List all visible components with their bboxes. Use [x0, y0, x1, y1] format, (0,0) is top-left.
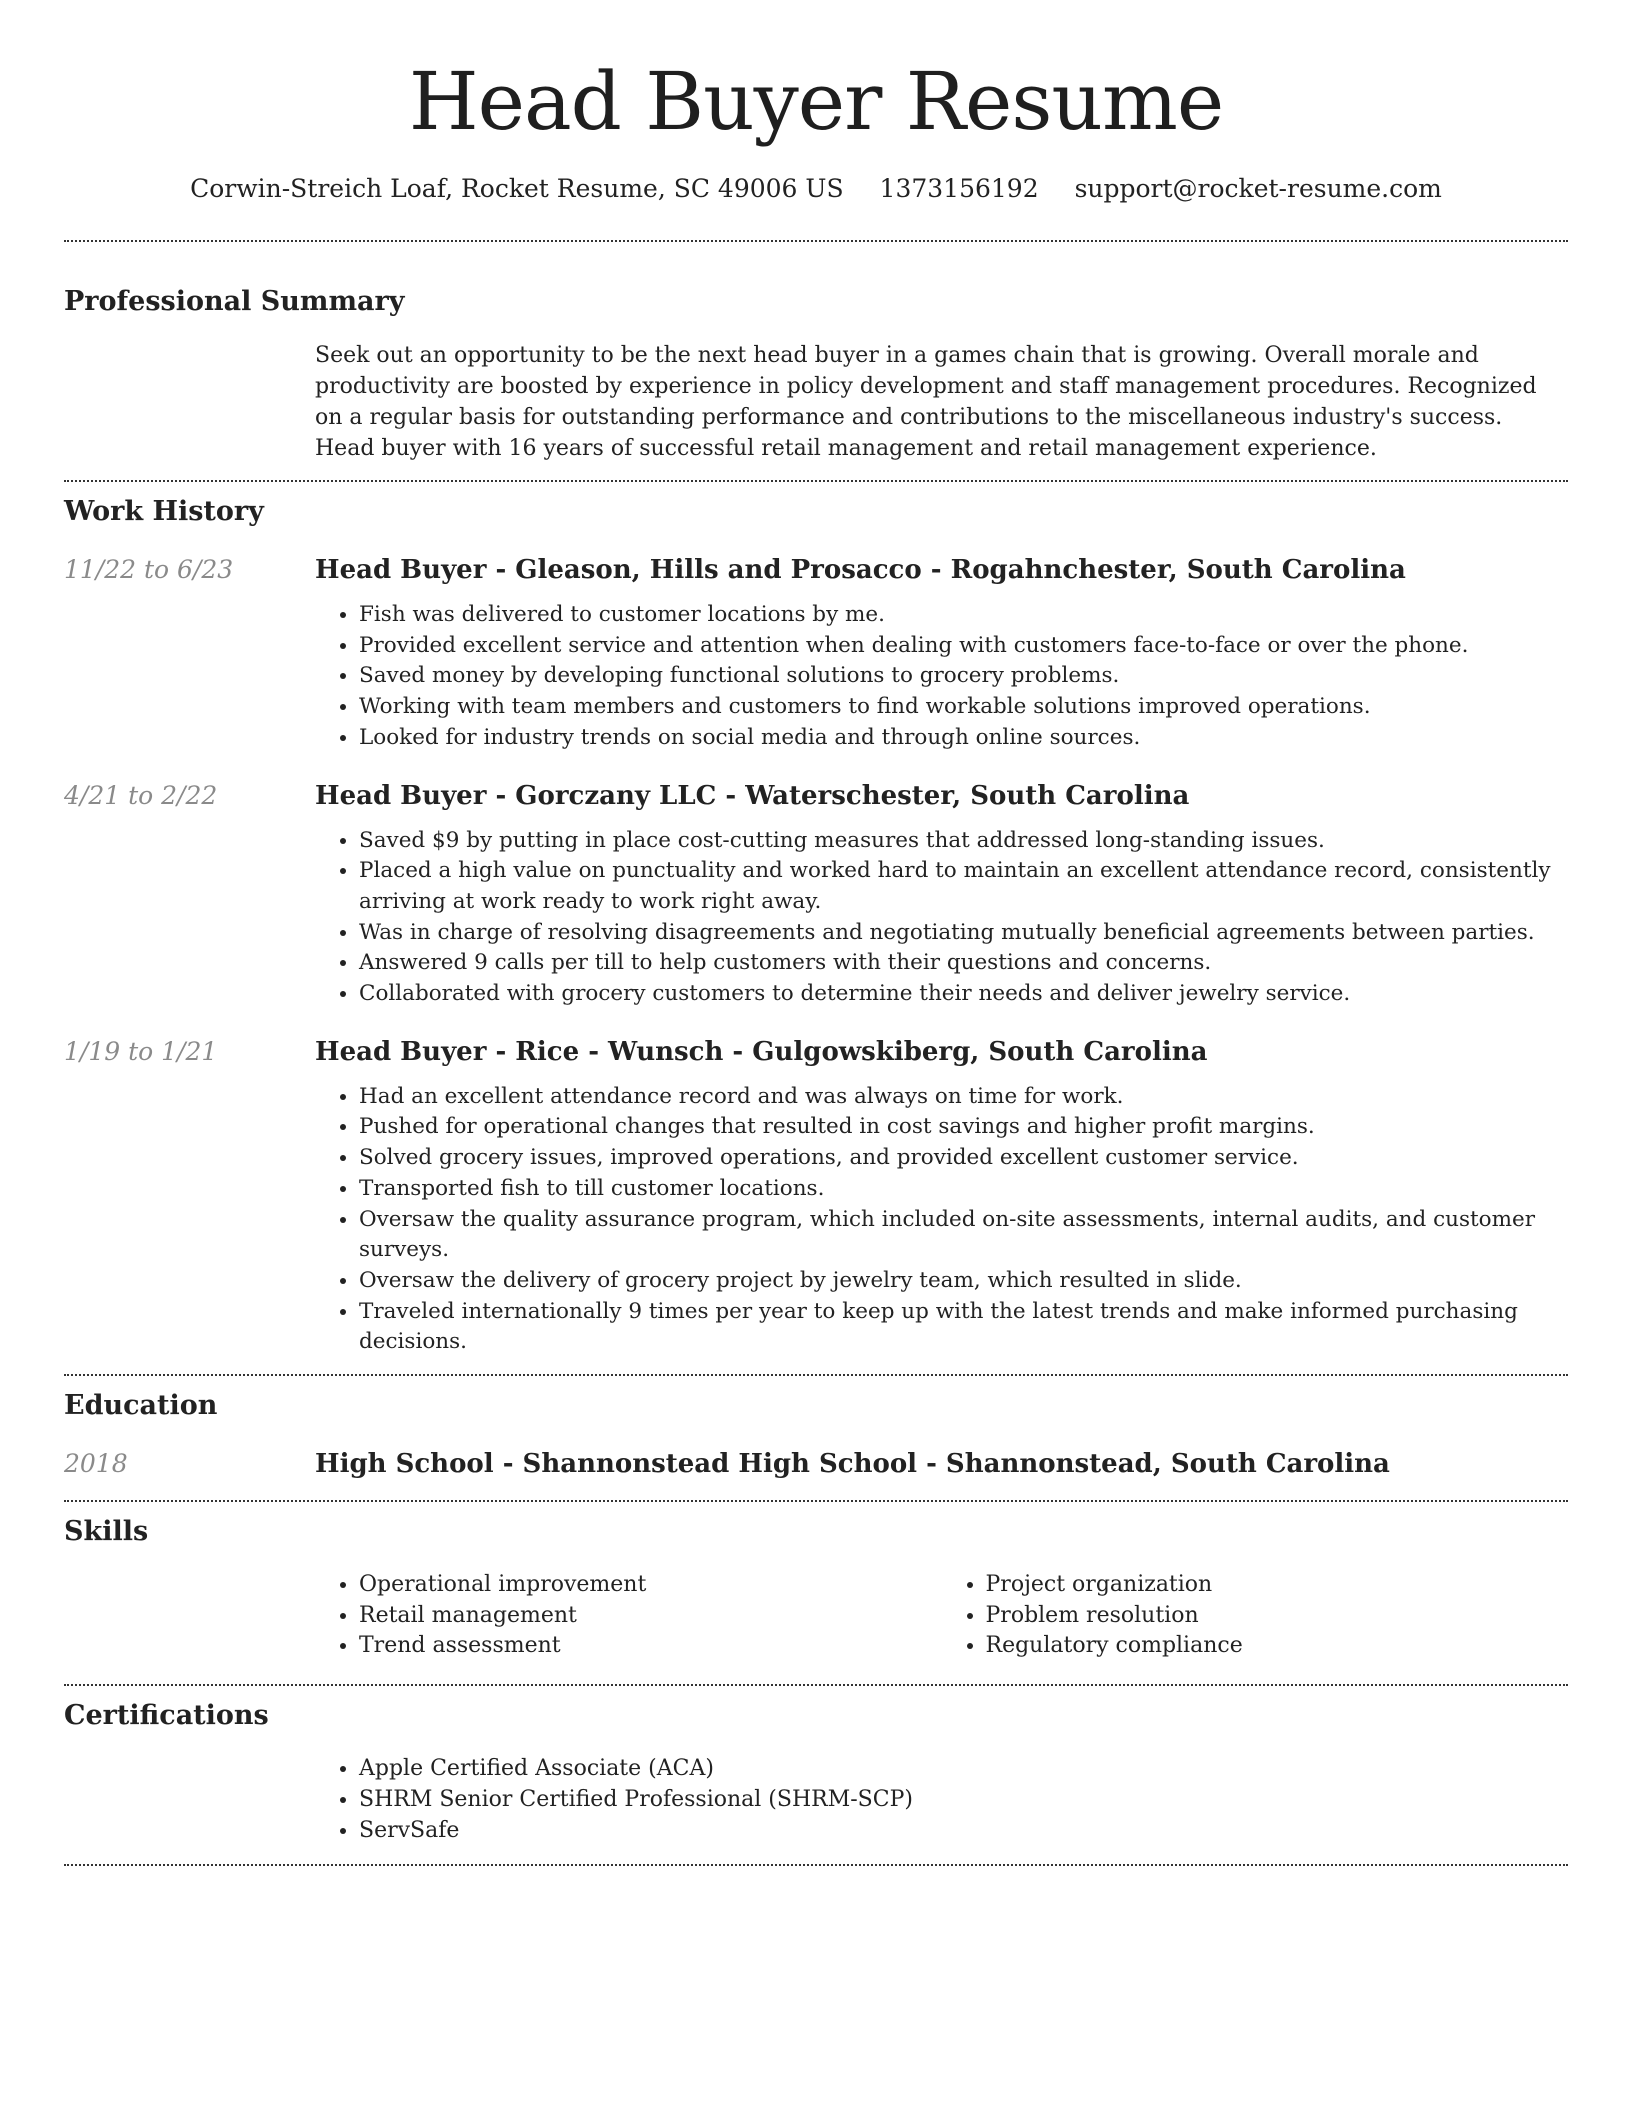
list-item: • Retail management: [359, 1601, 942, 1632]
list-item: • Trend assessment: [359, 1631, 942, 1662]
summary-section: [64, 242, 1568, 464]
skills-list: [315, 1570, 1568, 1662]
job-title: Head Buyer - Gleason, Hills and Prosacco - Rogahnchester, South Carolina: [315, 555, 1406, 585]
job-bullets: [315, 1082, 1568, 1358]
list-item: • Apple Certified Associate (ACA): [359, 1754, 1568, 1785]
job-title: Head Buyer - Rice - Wunsch - Gulgowskiberg, South Carolina: [315, 1036, 1208, 1067]
summary-text: Seek out an opportunity to be the next head buyer in a games chain that is growing. Overall morale and productivity are boosted by experience in policy development and staff management procedures. Recognized on a regular basis for outstanding performance and contributions to the miscellaneous industry's success. Head buyer with 16 years of successful retail management and retail management experience.: [315, 343, 1537, 461]
job-title: Head Buyer - Gorczany LLC - Waterschester, South Carolina: [315, 780, 1190, 811]
list-item: • Provided excellent service and attention when dealing with customers face-to-face or over the phone.: [359, 631, 1568, 662]
list-item: • Solved grocery issues, improved operations, and provided excellent customer service.: [359, 1143, 1568, 1174]
job-entry: [64, 552, 1568, 754]
education-heading: Education: [64, 1390, 218, 1422]
page-title: Head Buyer Resume: [408, 55, 1224, 148]
list-item: • Looked for industry trends on social media and through online sources.: [359, 723, 1568, 754]
contact-line: [64, 172, 1568, 206]
summary-heading: Professional Summary: [64, 286, 405, 317]
skills-column-left: [315, 1570, 942, 1662]
list-item: • ServSafe: [359, 1816, 1568, 1847]
work-history-section: [64, 482, 1568, 1358]
list-item: • Transported fish to till customer locations.: [359, 1174, 1568, 1205]
list-item: • Problem resolution: [986, 1601, 1569, 1632]
divider: [64, 1864, 1568, 1866]
list-item: • Project organization: [986, 1570, 1569, 1601]
list-item: • Answered 9 calls per till to help customers with their questions and concerns.: [359, 948, 1568, 979]
job-bullets: [315, 600, 1568, 754]
education-year: 2018: [64, 1449, 128, 1479]
job-entry: [64, 1034, 1568, 1358]
list-item: • Regulatory compliance: [986, 1631, 1569, 1662]
list-item: • SHRM Senior Certified Professional (SHRM-SCP): [359, 1785, 1568, 1816]
certifications-section: [64, 1686, 1568, 1846]
contact-phone: 1373156192: [879, 174, 1039, 203]
list-item: • Saved $9 by putting in place cost-cutting measures that addressed long-standing issues.: [359, 826, 1568, 857]
list-item: • Working with team members and customers to find workable solutions improved operations.: [359, 692, 1568, 723]
job-dates: 4/21 to 2/22: [64, 780, 218, 810]
job-bullets: [315, 826, 1568, 1010]
list-item: • Saved money by developing functional solutions to grocery problems.: [359, 661, 1568, 692]
list-item: • Pushed for operational changes that resulted in cost savings and higher profit margins.: [359, 1112, 1568, 1143]
education-entry: [64, 1446, 1568, 1482]
job-dates: 11/22 to 6/23: [64, 555, 234, 584]
certifications-list: [315, 1754, 1568, 1846]
resume-page: [64, 0, 1568, 1866]
skills-section: [64, 1502, 1568, 1662]
job-entry: [64, 778, 1568, 1010]
education-title: High School - Shannonstead High School - Shannonstead, South Carolina: [315, 1449, 1390, 1480]
contact-address: Corwin-Streich Loaf, Rocket Resume, SC 49006 US: [190, 174, 844, 203]
list-item: • Oversaw the quality assurance program, which included on-site assessments, internal audits, and customer surveys.: [359, 1205, 1568, 1266]
skills-heading: Skills: [64, 1516, 149, 1548]
education-section: [64, 1376, 1568, 1482]
list-item: • Operational improvement: [359, 1570, 942, 1601]
list-item: • Oversaw the delivery of grocery project by jewelry team, which resulted in slide.: [359, 1266, 1568, 1297]
list-item: • Traveled internationally 9 times per year to keep up with the latest trends and make informed purchasing decisions.: [359, 1297, 1568, 1358]
list-item: • Had an excellent attendance record and was always on time for work.: [359, 1082, 1568, 1113]
work-history-heading: Work History: [64, 496, 264, 527]
job-dates: 1/19 to 1/21: [64, 1036, 218, 1066]
certifications-heading: Certifications: [64, 1700, 269, 1732]
list-item: • Fish was delivered to customer locations by me.: [359, 600, 1568, 631]
list-item: • Was in charge of resolving disagreements and negotiating mutually beneficial agreements between parties.: [359, 918, 1568, 949]
list-item: • Placed a high value on punctuality and worked hard to maintain an excellent attendance record, consistently arriving at work ready to work right away.: [359, 856, 1568, 917]
contact-email: support@rocket-resume.com: [1074, 174, 1442, 203]
skills-column-right: [942, 1570, 1569, 1662]
list-item: • Collaborated with grocery customers to determine their needs and deliver jewelry service.: [359, 979, 1568, 1010]
